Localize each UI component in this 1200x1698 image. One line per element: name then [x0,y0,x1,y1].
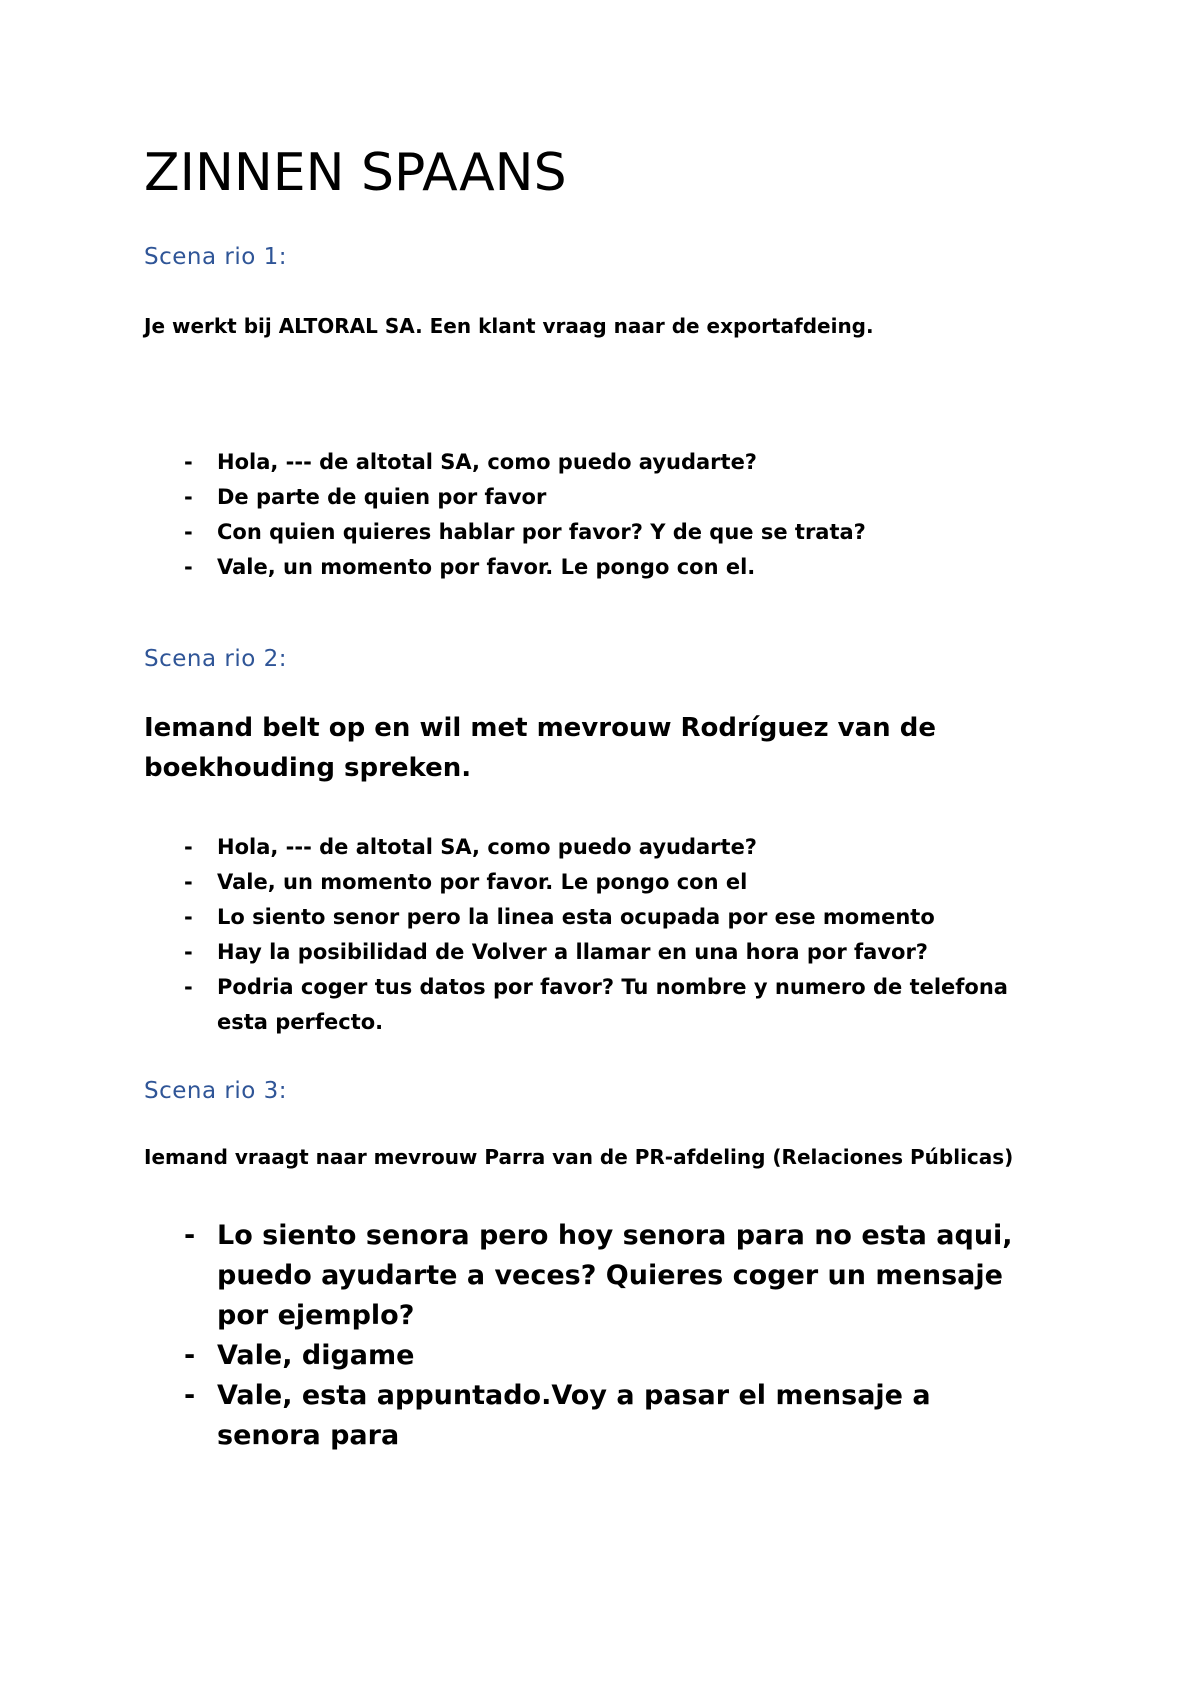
scenario-2-intro: Iemand belt op en wil met mevrouw Rodríguez van de boekhouding spreken. [144,713,936,783]
scenario-1-line: - Vale, un momento por favor. Le pongo con el. [144,550,1064,585]
scenario-1-intro: Je werkt bij ALTORAL SA. Een klant vraag naar de exportafdeing. [144,314,874,338]
scenario-1-line: - De parte de quien por favor [144,480,1064,515]
scenario-2-line: - Vale, un momento por favor. Le pongo con el [144,865,1064,900]
scenario-1-heading: Scena rio 1: [144,244,287,270]
scenario-3-line: - Vale, digame [144,1336,1024,1376]
scenario-3-intro: Iemand vraagt naar mevrouw Parra van de PR-afdeling (Relaciones Públicas) [144,1145,1014,1169]
document-title: ZINNEN SPAANS [144,143,567,203]
scenario-2-line: - Podria coger tus datos por favor? Tu nombre y numero de telefona esta perfecto. [144,970,1064,1040]
scenario-3-line: - Lo siento senora pero hoy senora para no esta aqui, puedo ayudarte a veces? Quieres coger un mensaje por ejemplo? [144,1216,1024,1336]
scenario-2-heading: Scena rio 2: [144,646,287,672]
scenario-2-line: - Lo siento senor pero la linea esta ocupada por ese momento [144,900,1064,935]
scenario-3-list [144,1216,1024,1456]
scenario-1-list [144,445,1064,585]
scenario-2-list [144,830,1064,1040]
scenario-2-line: - Hay la posibilidad de Volver a llamar en una hora por favor? [144,935,1064,970]
scenario-3-line: - Vale, esta appuntado.Voy a pasar el mensaje a senora para [144,1376,1024,1456]
scenario-1-line: - Con quien quieres hablar por favor? Y de que se trata? [144,515,1064,550]
scenario-1-line: - Hola, --- de altotal SA, como puedo ayudarte? [144,445,1064,480]
scenario-2-line: - Hola, --- de altotal SA, como puedo ayudarte? [144,830,1064,865]
scenario-3-heading: Scena rio 3: [144,1078,287,1104]
